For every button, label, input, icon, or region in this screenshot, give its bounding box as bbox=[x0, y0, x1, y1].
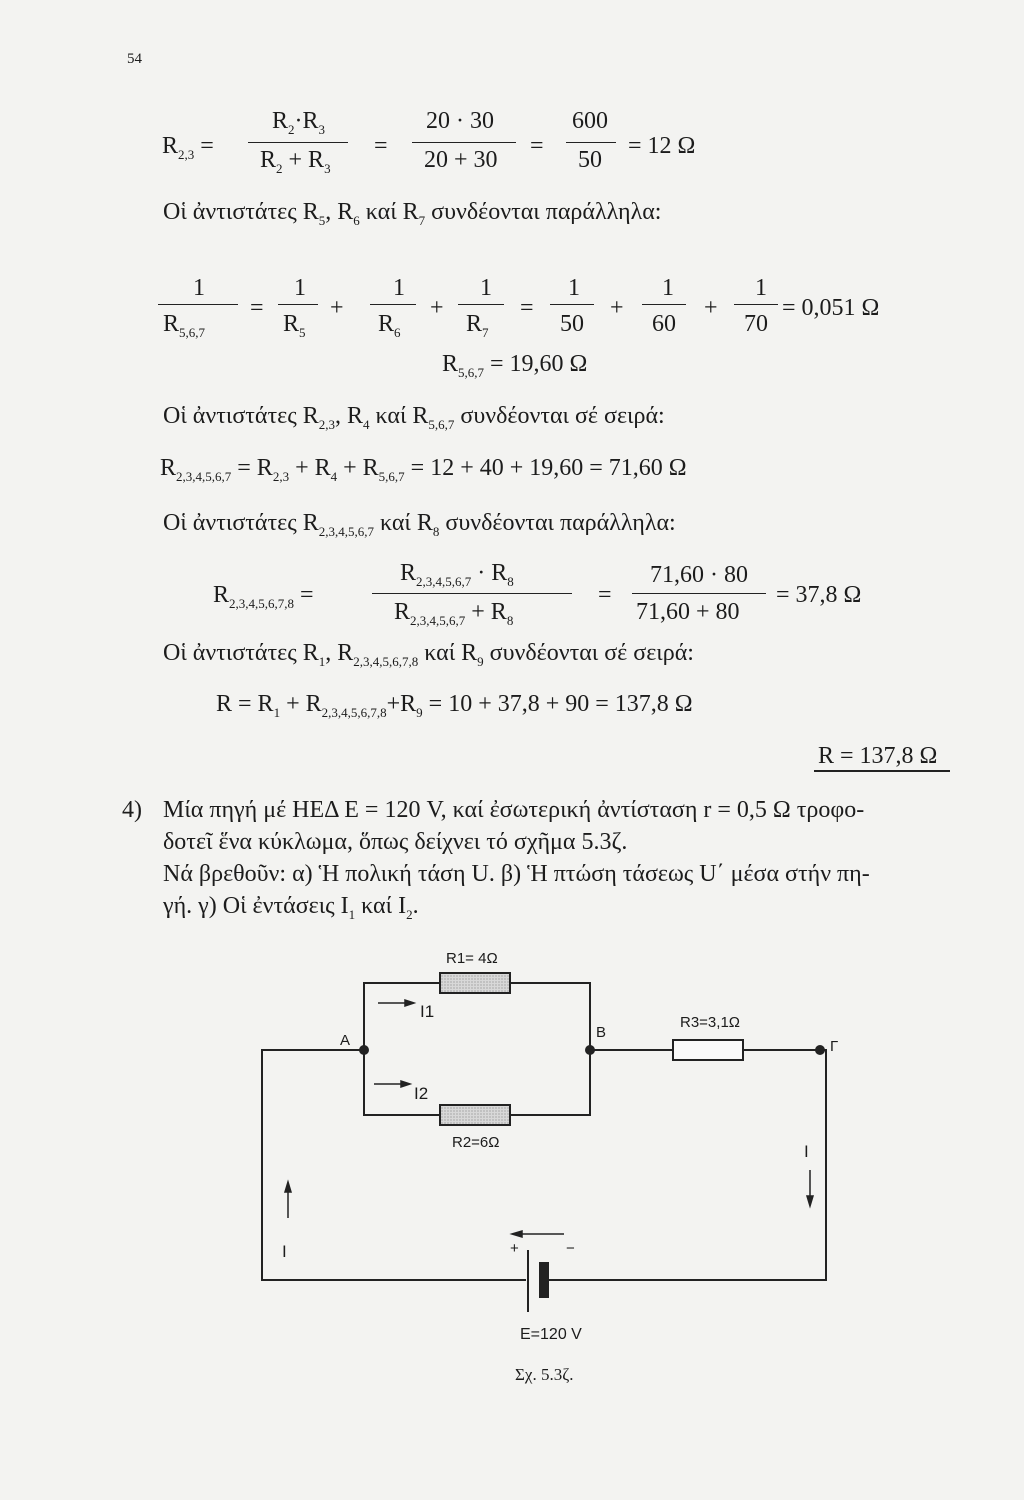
r1-label: R1= 4Ω bbox=[446, 950, 498, 967]
problem-line-1: Μία πηγή μέ ΗΕΔ Ε = 120 V, καί ἐσωτερική ἀντίσταση r = 0,5 Ω τροφο- bbox=[163, 797, 865, 823]
eq1-num2: 20 · 30 bbox=[426, 108, 494, 134]
r3-label: R3=3,1Ω bbox=[680, 1014, 740, 1031]
equation-total-r: $R = R_1 + R_{2,3,4,5,6,7,8}+R_9 = 10 + 37,8 + 90 = 137,8$ Ω bbox=[216, 691, 693, 720]
final-result: R = 137,8 Ω bbox=[818, 743, 938, 769]
node-gamma-label: Γ bbox=[830, 1038, 839, 1055]
equation-r234567: $R_{2,3,4,5,6,7} = R_{2,3} + R_4 + R_{5,6,7} = 12 + 40 + 19,60 = 71,60$ Ω bbox=[160, 455, 687, 484]
problem-number: 4) bbox=[122, 797, 142, 823]
resistor-r2 bbox=[440, 1105, 510, 1125]
resistor-r1 bbox=[440, 973, 510, 993]
problem-line-3: Νά βρεθοῦν: α) Ἡ πολική τάση U. β) Ἡ πτώση τάσεως U΄ μέσα στήν πη- bbox=[163, 861, 870, 887]
figure-caption: Σχ. 5.3ζ. bbox=[515, 1365, 574, 1384]
text-parallel-234567-8: Οἱ ἀντιστάτες $R_{2,3,4,5,6,7}$ καί $R_8$ συνδέονται παράλληλα: bbox=[163, 510, 676, 539]
eq1-denominator: $R_2 + R_3$ bbox=[260, 147, 331, 176]
eq1-result: = 12 Ω bbox=[628, 133, 696, 159]
node-b-label: B bbox=[596, 1024, 607, 1041]
eq1-lhs: $R_{2,3}$ = bbox=[162, 133, 214, 162]
emf-label: E=120 V bbox=[520, 1326, 582, 1343]
problem-line-4: γή. γ) Οἱ ἐντάσεις $I_1$ καί $I_2$. bbox=[163, 893, 419, 922]
i2-label: I2 bbox=[414, 1084, 429, 1103]
node-a-label: A bbox=[340, 1032, 351, 1049]
eq1-den2: 20 + 30 bbox=[424, 147, 498, 173]
problem-line-2: δοτεῖ ἕνα κύκλωμα, ὅπως δείχνει τό σχῆμα 5.3ζ. bbox=[163, 829, 628, 855]
minus-sign: − bbox=[566, 1240, 575, 1257]
eq1-numerator: $R_2\cdot R_3$ bbox=[272, 108, 326, 137]
current-right-label: I bbox=[804, 1142, 809, 1161]
current-left-label: I bbox=[282, 1242, 287, 1261]
r2-label: R2=6Ω bbox=[452, 1134, 500, 1151]
eq1-num3: 600 bbox=[572, 108, 608, 134]
plus-sign: + bbox=[510, 1240, 519, 1257]
text-parallel-567: Οἱ ἀντιστάτες $R_5$, $R_6$ καί $R_7$ συνδέονται παράλληλα: bbox=[163, 199, 662, 228]
resistor-r3 bbox=[673, 1040, 743, 1060]
text-series-1-2345678-9: Οἱ ἀντιστάτες $R_1$, $R_{2,3,4,5,6,7,8}$ καί $R_9$ συνδέονται σέ σειρά: bbox=[163, 640, 694, 669]
page-number: 54 bbox=[127, 51, 142, 67]
eq1-den3: 50 bbox=[578, 147, 602, 173]
i1-label: I1 bbox=[420, 1002, 435, 1021]
text-series-23-4-567: Οἱ ἀντιστάτες $R_{2,3}$, $R_4$ καί $R_{5,6,7}$ συνδέονται σέ σειρά: bbox=[163, 403, 665, 432]
